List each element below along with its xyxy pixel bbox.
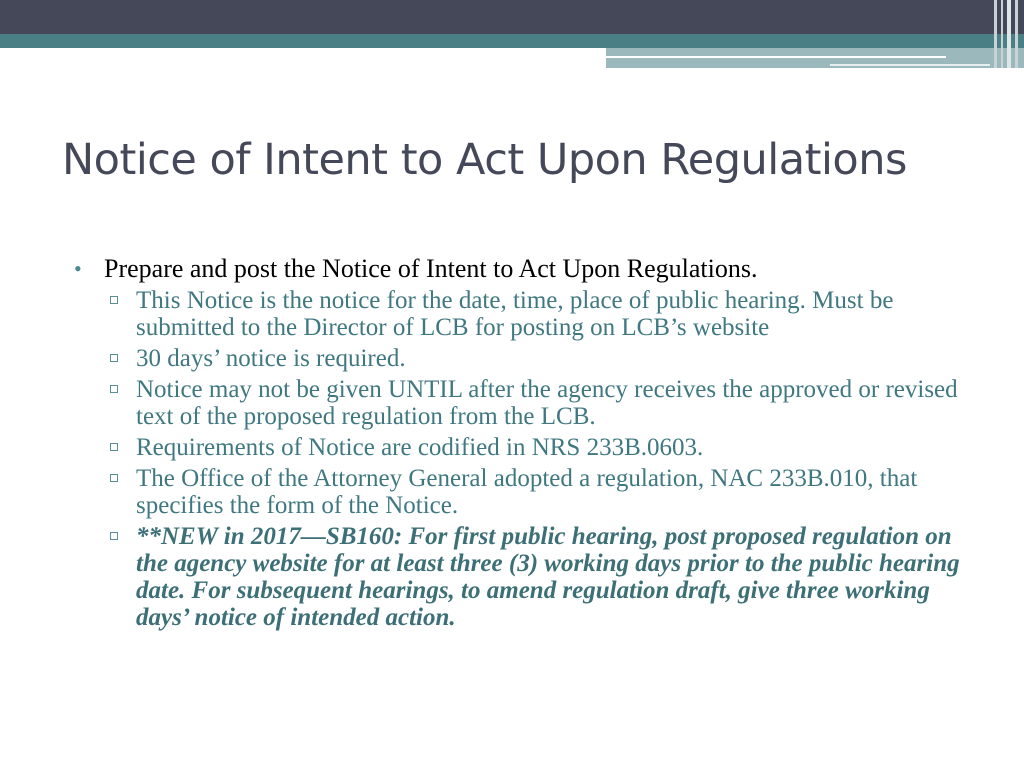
banner-stripe xyxy=(1015,0,1018,68)
banner-stripe xyxy=(1001,0,1003,68)
top-banner-teal xyxy=(0,34,1024,48)
banner-line xyxy=(830,64,990,66)
main-bullet-text: Prepare and post the Notice of Intent to Act Upon Regulations. xyxy=(104,254,758,283)
slide-title: Notice of Intent to Act Upon Regulations xyxy=(62,135,907,185)
sub-bullet xyxy=(74,376,974,430)
sub-bullet xyxy=(74,345,974,372)
square-bullet-icon xyxy=(110,296,118,304)
banner-line xyxy=(606,56,946,58)
sub-bullet-list xyxy=(74,287,974,631)
sub-bullet-text: This Notice is the notice for the date, time, place of public hearing. Must be submitted to the Director of LCB for posting on LCB’s website xyxy=(136,287,894,341)
sub-bullet-text: The Office of the Attorney General adopted a regulation, NAC 233B.010, that specifies the form of the Notice. xyxy=(136,465,918,519)
square-bullet-icon xyxy=(110,354,118,362)
square-bullet-icon xyxy=(110,385,118,393)
sub-bullet-text: 30 days’ notice is required. xyxy=(136,345,406,372)
square-bullet-icon xyxy=(110,443,118,451)
sub-bullet xyxy=(74,465,974,519)
top-banner-dark xyxy=(0,0,1024,34)
bullet-dot-icon: • xyxy=(74,256,82,281)
main-bullet xyxy=(74,254,974,283)
sub-bullet-text: **NEW in 2017—SB160: For first public hearing, post proposed regulation on the agency website for at least three (3) working days prior to the public hearing date. For subsequent hearings, to amend regulation draft, give three working days’ notice of intended action. xyxy=(136,523,960,631)
sub-bullet-text: Requirements of Notice are codified in NRS 233B.0603. xyxy=(136,434,704,461)
square-bullet-icon xyxy=(110,532,118,540)
square-bullet-icon xyxy=(110,474,118,482)
sub-bullet-new-rule xyxy=(74,523,974,631)
banner-stripe xyxy=(1007,0,1011,68)
sub-bullet xyxy=(74,287,974,341)
banner-stripe xyxy=(994,0,997,68)
sub-bullet-text: Notice may not be given UNTIL after the agency receives the approved or revised text of the proposed regulation from the LCB. xyxy=(136,376,958,430)
slide-body xyxy=(74,254,974,635)
sub-bullet xyxy=(74,434,974,461)
